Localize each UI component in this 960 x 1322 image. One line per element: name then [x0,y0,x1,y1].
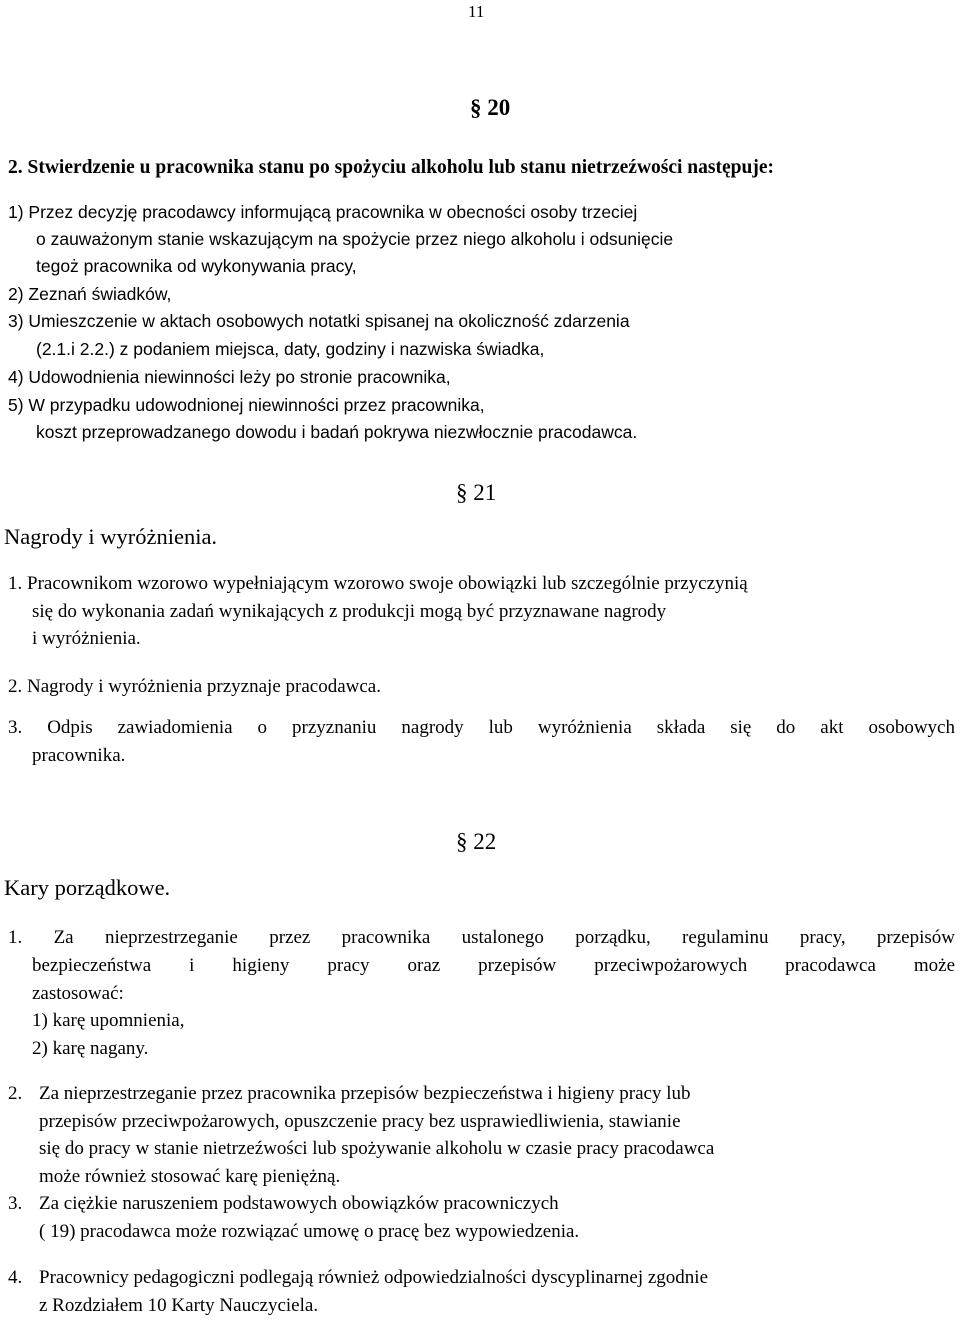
s21-line-5: 3. Odpis zawiadomienia o przyznaniu nagrody lub wyróżnienia składa się do akt osobowych [8,717,955,738]
s22-line-2: bezpieczeństwa i higieny pracy oraz przepisów przeciwpożarowych pracodawca może [32,955,955,976]
s22-item-2-line-3: się do pracy w stanie nietrzeźwości lub spożywanie alkoholu w czasie pracy pracodawca [39,1138,715,1159]
s22-item-4-number: 4. [8,1267,23,1288]
s21-line-2: się do wykonania zadań wynikających z produkcji mogą być przyznawane nagrody [32,601,667,622]
s21-line-1: 1. Pracownikom wzorowo wypełniającym wzorowo swoje obowiązki lub szczególnie przyczynią [8,573,748,594]
s22-item-2-line-2: przepisów przeciwpożarowych, opuszczenie pracy bez usprawiedliwienia, stawianie [39,1111,681,1132]
s22-item-3-line-2: ( 19) pracodawca może rozwiązać umowę o pracę bez wypowiedzenia. [39,1221,580,1242]
s22-line-1: 1. Za nieprzestrzeganie przez pracownika ustalonego porządku, regulaminu pracy, przepisów [8,927,955,948]
section-22-heading: Kary porządkowe. [4,875,171,900]
s22-item-2-number: 2. [8,1083,23,1104]
s20-line-3: tegoż pracownika od wykonywania pracy, [36,256,357,276]
section-20-number: § 20 [470,95,511,120]
s20-line-2: o zauważonym stanie wskazującym na spożycie przez niego alkoholu i odsunięcie [36,229,674,249]
section-22-number: § 22 [456,829,497,854]
s22-line-3: zastosować: [32,983,124,1004]
s22-line-4: 1) karę upomnienia, [32,1010,185,1031]
s20-line-9: koszt przeprowadzanego dowodu i badań pokrywa niezwłocznie pracodawca. [36,422,638,442]
s22-item-3-number: 3. [8,1193,23,1214]
s22-item-4-line-2: z Rozdziałem 10 Karty Nauczyciela. [39,1295,319,1316]
s22-item-4-line-1: Pracownicy pedagogiczni podlegają również odpowiedzialności dyscyplinarnej zgodnie [39,1267,708,1288]
section-21-heading: Nagrody i wyróżnienia. [4,524,218,549]
s20-line-4: 2) Zeznań świadków, [8,284,172,304]
section-20-intro: 2. Stwierdzenie u pracownika stanu po spożyciu alkoholu lub stanu nietrzeźwości następuje: [8,157,774,178]
s22-item-2-line-1: Za nieprzestrzeganie przez pracownika przepisów bezpieczeństwa i higieny pracy lub [39,1083,691,1104]
s20-line-8: 5) W przypadku udowodnionej niewinności przez pracownika, [8,395,485,415]
s22-line-5: 2) karę nagany. [32,1038,149,1059]
s21-line-6: pracownika. [32,745,126,766]
s22-item-2-line-4: może również stosować karę pieniężną. [39,1166,341,1187]
s22-item-3-line-1: Za ciężkie naruszeniem podstawowych obowiązków pracowniczych [39,1193,559,1214]
s20-line-1: 1) Przez decyzję pracodawcy informującą pracownika w obecności osoby trzeciej [8,202,638,222]
s20-line-5: 3) Umieszczenie w aktach osobowych notatki spisanej na okoliczność zdarzenia [8,311,630,331]
section-21-number: § 21 [456,480,497,505]
s21-line-4: 2. Nagrody i wyróżnienia przyznaje pracodawca. [8,676,381,697]
s20-line-7: 4) Udowodnienia niewinności leży po stronie pracownika, [8,367,451,387]
page-number: 11 [468,2,485,21]
s20-line-6: (2.1.i 2.2.) z podaniem miejsca, daty, godziny i nazwiska świadka, [36,339,545,359]
s21-line-3: i wyróżnienia. [32,628,141,649]
